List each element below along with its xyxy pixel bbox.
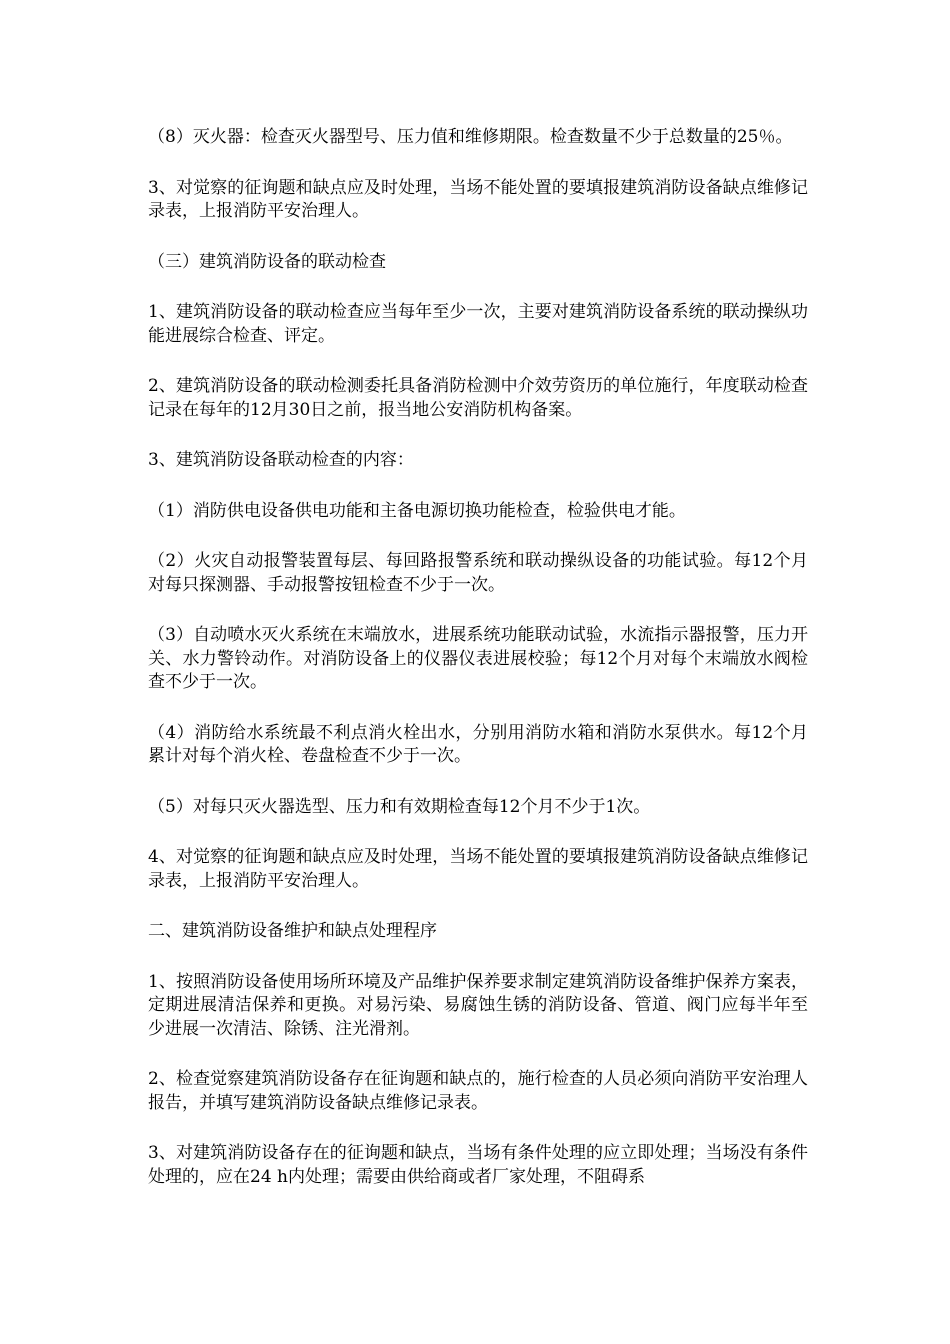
paragraph-fault-repair: 3、对建筑消防设备存在的征询题和缺点，当场有条件处理的应立即处理；当场没有条件处理的，应在24 h内处理；需要由供给商或者厂家处理，不阻碍系 <box>148 1143 808 1187</box>
paragraph-fault-reporting: 2、检查觉察建筑消防设备存在征询题和缺点的，施行检查的人员必须向消防平安治理人报告，并填写建筑消防设备缺点维修记录表。 <box>148 1069 808 1113</box>
paragraph-linkage-frequency: 1、建筑消防设备的联动检查应当每年至少一次，主要对建筑消防设备系统的联动操纵功能进展综合检查、评定。 <box>148 302 808 346</box>
paragraph-linkage-entrust: 2、建筑消防设备的联动检测委托具备消防检测中介效劳资历的单位施行，年度联动检查记录在每年的12月30日之前，报当地公安消防机构备案。 <box>148 376 808 420</box>
paragraph-fault-handling: 3、对觉察的征询题和缺点应及时处理，当场不能处置的要填报建筑消防设备缺点维修记录表，上报消防平安治理人。 <box>148 177 808 221</box>
paragraph-extinguisher-check: （8）灭火器：检查灭火器型号、压力值和维修期限。检查数量不少于总数量的25％。 <box>148 127 793 147</box>
section-heading-maintenance: 二、建筑消防设备维护和缺点处理程序 <box>148 921 437 941</box>
paragraph-linkage-content: 3、建筑消防设备联动检查的内容： <box>148 450 414 470</box>
list-item-extinguisher: （5）对每只灭火器选型、压力和有效期检查每12个月不少于1次。 <box>148 796 651 817</box>
list-item-hydrant: （4）消防给水系统最不利点消火栓出水，分别用消防水箱和消防水泵供水。每12个月累计对每个消火栓、卷盘检查不少于一次。 <box>148 722 808 766</box>
section-heading-linkage-check: （三）建筑消防设备的联动检查 <box>148 251 386 272</box>
paragraph-fault-report: 4、对觉察的征询题和缺点应及时处理，当场不能处置的要填报建筑消防设备缺点维修记录表，上报消防平安治理人。 <box>148 847 808 891</box>
list-item-fire-alarm: （2）火灾自动报警装置每层、每回路报警系统和联动操纵设备的功能试验。每12个月对每只探测器、手动报警按钮检查不少于一次。 <box>148 551 808 595</box>
paragraph-maintenance-plan: 1、按照消防设备使用场所环境及产品维护保养要求制定建筑消防设备维护保养方案表，定期进展清洁保养和更换。对易污染、易腐蚀生锈的消防设备、管道、阀门应每半年至少进展一次清洁、除锈、注光滑剂。 <box>148 971 808 1039</box>
document-body <box>148 126 808 1189</box>
list-item-sprinkler: （3）自动喷水灭火系统在末端放水，进展系统功能联动试验，水流指示器报警，压力开关、水力警铃动作。对消防设备上的仪器仪表进展校验；每12个月对每个末端放水阀检查不少于一次。 <box>148 625 808 692</box>
list-item-power-supply: （1）消防供电设备供电功能和主备电源切换功能检查，检验供电才能。 <box>148 500 686 521</box>
